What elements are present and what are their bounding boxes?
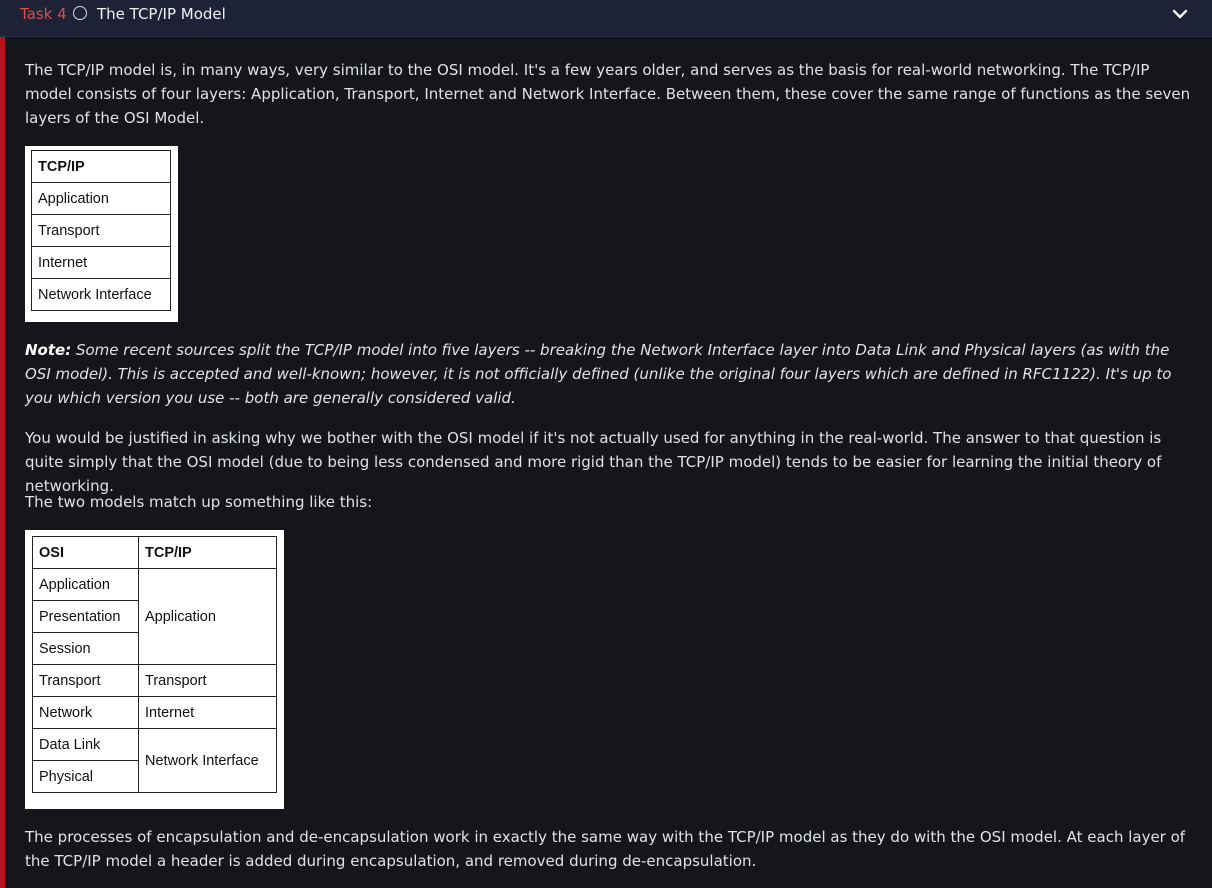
tcpip-layer-cell: Internet (139, 697, 277, 729)
tcpip-layer-cell: Network Interface (139, 729, 277, 793)
osi-layer-cell: Session (33, 633, 139, 665)
tcpip-table-header: TCP/IP (32, 151, 171, 183)
task-content (0, 37, 1212, 888)
tcpip-layer-cell: Application (139, 569, 277, 665)
osi-question-paragraph: You would be justified in asking why we bother with the OSI model if it's not actually used for anything in the real-world. The answer to that question is quite simply that the OSI model (due to being less condensed and more rigid than the TCP/IP model) tends to be easier for learning the initial theory of networking. (25, 429, 1162, 495)
osi-layer-cell: Network (33, 697, 139, 729)
tcpip-layer-cell: Internet (32, 247, 171, 279)
tcpip-table-image (25, 146, 178, 322)
osi-layer-cell: Transport (33, 665, 139, 697)
tcpip-table (31, 150, 171, 311)
chevron-down-icon[interactable] (1170, 4, 1190, 24)
task-header[interactable] (0, 0, 1212, 37)
tcpip-layer-cell: Transport (139, 665, 277, 697)
task-title: The TCP/IP Model (97, 5, 226, 23)
models-match-paragraph: The two models match up something like this: (25, 493, 373, 511)
osi-layer-cell: Data Link (33, 729, 139, 761)
tcpip-layer-cell: Transport (32, 215, 171, 247)
osi-layer-cell: Presentation (33, 601, 139, 633)
tcpip-column-header: TCP/IP (139, 537, 277, 569)
note-text: Some recent sources split the TCP/IP model into five layers -- breaking the Network Interface layer into Data Link and Physical layers (as with the OSI model). This is accepted and well-known; however, it is not officially defined (unlike the original four layers which are defined in RFC1122). It's up to you which version you use -- both are generally considered valid. (25, 341, 1172, 407)
osi-layer-cell: Application (33, 569, 139, 601)
comparison-table (32, 536, 277, 793)
comparison-table-image (25, 530, 284, 809)
tcpip-layer-cell: Application (32, 183, 171, 215)
note-label: Note: (25, 341, 72, 359)
note-paragraph (25, 338, 1195, 410)
accent-bar (0, 37, 5, 888)
tcpip-layer-cell: Network Interface (32, 279, 171, 311)
intro-paragraph: The TCP/IP model is, in many ways, very similar to the OSI model. It's a few years older, and serves as the basis for real-world networking. The TCP/IP model consists of four layers: Application, Transport, Internet and Network Interface. Between them, these cover the same range of functions as the seven layers of the OSI Model. (25, 61, 1191, 127)
task-number-label: Task 4 (20, 5, 67, 23)
encapsulation-paragraph: The processes of encapsulation and de-encapsulation work in exactly the same way with the TCP/IP model as they do with the OSI model. At each layer of the TCP/IP model a header is added during encapsulation, and removed during de-encapsulation. (25, 828, 1186, 870)
circle-outline-icon (73, 6, 87, 20)
osi-layer-cell: Physical (33, 761, 139, 793)
osi-column-header: OSI (33, 537, 139, 569)
